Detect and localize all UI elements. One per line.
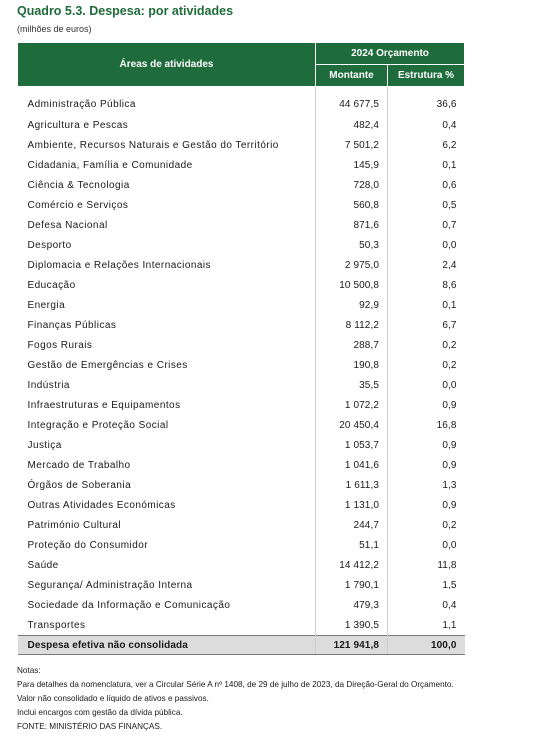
table-row [18,575,465,595]
montante-cell: 14 412,2 [316,555,388,575]
area-name-cell: Transportes [27,619,86,631]
source-line: FONTE: MINISTÉRIO DAS FINANÇAS. [17,722,163,731]
total-montante-cell: 121 941,8 [316,636,388,655]
total-estrutura-cell: 100,0 [388,636,465,655]
montante-cell: 145,9 [316,155,388,175]
note-line: Inclui encargos com gestão da dívida pública. [17,708,183,717]
area-name-cell: Segurança/ Administração Interna [27,579,193,591]
table-row [18,135,465,155]
estrutura-cell: 0,4 [388,595,465,615]
total-row [18,636,465,655]
area-name-cell: Defesa Nacional [27,219,108,231]
area-name-cell: Ambiente, Recursos Naturais e Gestão do Território [27,139,279,151]
montante-cell: 1 053,7 [316,435,388,455]
area-name-cell: Desporto [27,239,72,251]
montante-cell: 244,7 [316,515,388,535]
area-name-cell: Energia [27,299,66,311]
estrutura-cell: 2,4 [388,255,465,275]
table-body [18,87,465,655]
estrutura-cell: 0,1 [388,155,465,175]
area-name-cell: Gestão de Emergências e Crises [27,359,188,371]
budget-group-header: 2024 Orçamento [316,43,465,65]
table-row [18,595,465,615]
montante-cell: 35,5 [316,375,388,395]
area-name-cell: Justiça [27,439,62,451]
estrutura-cell: 0,2 [388,355,465,375]
estrutura-column-header: Estrutura % [388,65,465,87]
montante-cell: 8 112,2 [316,315,388,335]
estrutura-cell: 8,6 [388,275,465,295]
estrutura-cell: 1,5 [388,575,465,595]
table-row [18,195,465,215]
montante-cell: 92,9 [316,295,388,315]
table-row [18,435,465,455]
montante-cell: 51,1 [316,535,388,555]
table-row [18,415,465,435]
table-row [18,615,465,636]
montante-cell: 560,8 [316,195,388,215]
area-name-cell: Integração e Proteção Social [27,419,169,431]
total-label-cell: Despesa efetiva não consolidada [18,636,316,655]
estrutura-cell: 36,6 [388,87,465,116]
estrutura-cell: 0,0 [388,535,465,555]
table-row [18,395,465,415]
estrutura-cell: 0,9 [388,395,465,415]
estrutura-cell: 0,0 [388,375,465,395]
area-name-cell: Indústria [27,379,70,391]
notes-heading: Notas: [17,666,41,675]
table-row [18,455,465,475]
montante-cell: 1 072,2 [316,395,388,415]
montante-cell: 50,3 [316,235,388,255]
estrutura-cell: 0,2 [388,335,465,355]
table-row [18,555,465,575]
table-row [18,535,465,555]
estrutura-cell: 0,7 [388,215,465,235]
estrutura-cell: 0,5 [388,195,465,215]
table-row [18,235,465,255]
table-row [18,255,465,275]
note-line: Valor não consolidado e líquido de ativos e passivos. [17,694,209,703]
estrutura-cell: 6,2 [388,135,465,155]
note-line: Para detalhes da nomenclatura, ver a Circular Série A nº 1408, de 29 de julho de 2023, da Direção-Geral do Orçamento. [17,680,454,689]
table-row [18,475,465,495]
area-name-cell: Finanças Públicas [27,319,117,331]
estrutura-cell: 0,9 [388,495,465,515]
table-row [18,375,465,395]
area-name-cell: Ciência & Tecnologia [27,179,130,191]
notes [17,664,454,734]
montante-cell: 190,8 [316,355,388,375]
montante-cell: 20 450,4 [316,415,388,435]
montante-cell: 10 500,8 [316,275,388,295]
table-header [18,43,465,87]
montante-cell: 871,6 [316,215,388,235]
table-row [18,115,465,135]
area-name-cell: Órgãos de Soberania [27,479,132,491]
montante-cell: 1 611,3 [316,475,388,495]
montante-cell: 44 677,5 [316,87,388,116]
area-name-cell: Agricultura e Pescas [27,119,129,131]
table-row [18,175,465,195]
area-name-cell: Cidadania, Família e Comunidade [27,159,193,171]
estrutura-cell: 0,6 [388,175,465,195]
expense-table [17,42,465,655]
montante-column-header: Montante [316,65,388,87]
table-row [18,315,465,335]
table-row [18,295,465,315]
montante-cell: 1 041,6 [316,455,388,475]
area-name-cell: Infraestruturas e Equipamentos [27,399,181,411]
montante-cell: 482,4 [316,115,388,135]
estrutura-cell: 0,9 [388,435,465,455]
area-name-cell: Educação [27,279,76,291]
montante-cell: 728,0 [316,175,388,195]
estrutura-cell: 0,0 [388,235,465,255]
table-row [18,355,465,375]
estrutura-cell: 11,8 [388,555,465,575]
montante-cell: 1 390,5 [316,615,388,636]
area-name-cell: Património Cultural [27,519,122,531]
estrutura-cell: 0,9 [388,455,465,475]
area-name-cell: Proteção do Consumidor [27,539,149,551]
montante-cell: 7 501,2 [316,135,388,155]
area-name-cell: Diplomacia e Relações Internacionais [27,259,212,271]
table-title: Quadro 5.3. Despesa: por atividades [17,4,234,18]
estrutura-cell: 1,3 [388,475,465,495]
montante-cell: 479,3 [316,595,388,615]
table-row [18,275,465,295]
area-name-cell: Administração Pública [27,98,136,110]
area-column-header: Áreas de atividades [18,43,316,87]
table-subtitle: (milhões de euros) [17,24,92,34]
montante-cell: 1 131,0 [316,495,388,515]
area-name-cell: Saúde [27,559,59,571]
montante-cell: 1 790,1 [316,575,388,595]
table-row [18,495,465,515]
table-row [18,87,465,116]
estrutura-cell: 16,8 [388,415,465,435]
table-row [18,515,465,535]
montante-cell: 2 975,0 [316,255,388,275]
area-name-cell: Sociedade da Informação e Comunicação [27,599,231,611]
table-row [18,215,465,235]
montante-cell: 288,7 [316,335,388,355]
estrutura-cell: 1,1 [388,615,465,636]
table-row [18,335,465,355]
estrutura-cell: 0,2 [388,515,465,535]
estrutura-cell: 0,1 [388,295,465,315]
area-name-cell: Comércio e Serviços [27,199,129,211]
area-name-cell: Fogos Rurais [27,339,93,351]
table-row [18,155,465,175]
estrutura-cell: 6,7 [388,315,465,335]
estrutura-cell: 0,4 [388,115,465,135]
area-name-cell: Mercado de Trabalho [27,459,131,471]
area-name-cell: Outras Atividades Económicas [27,499,176,511]
